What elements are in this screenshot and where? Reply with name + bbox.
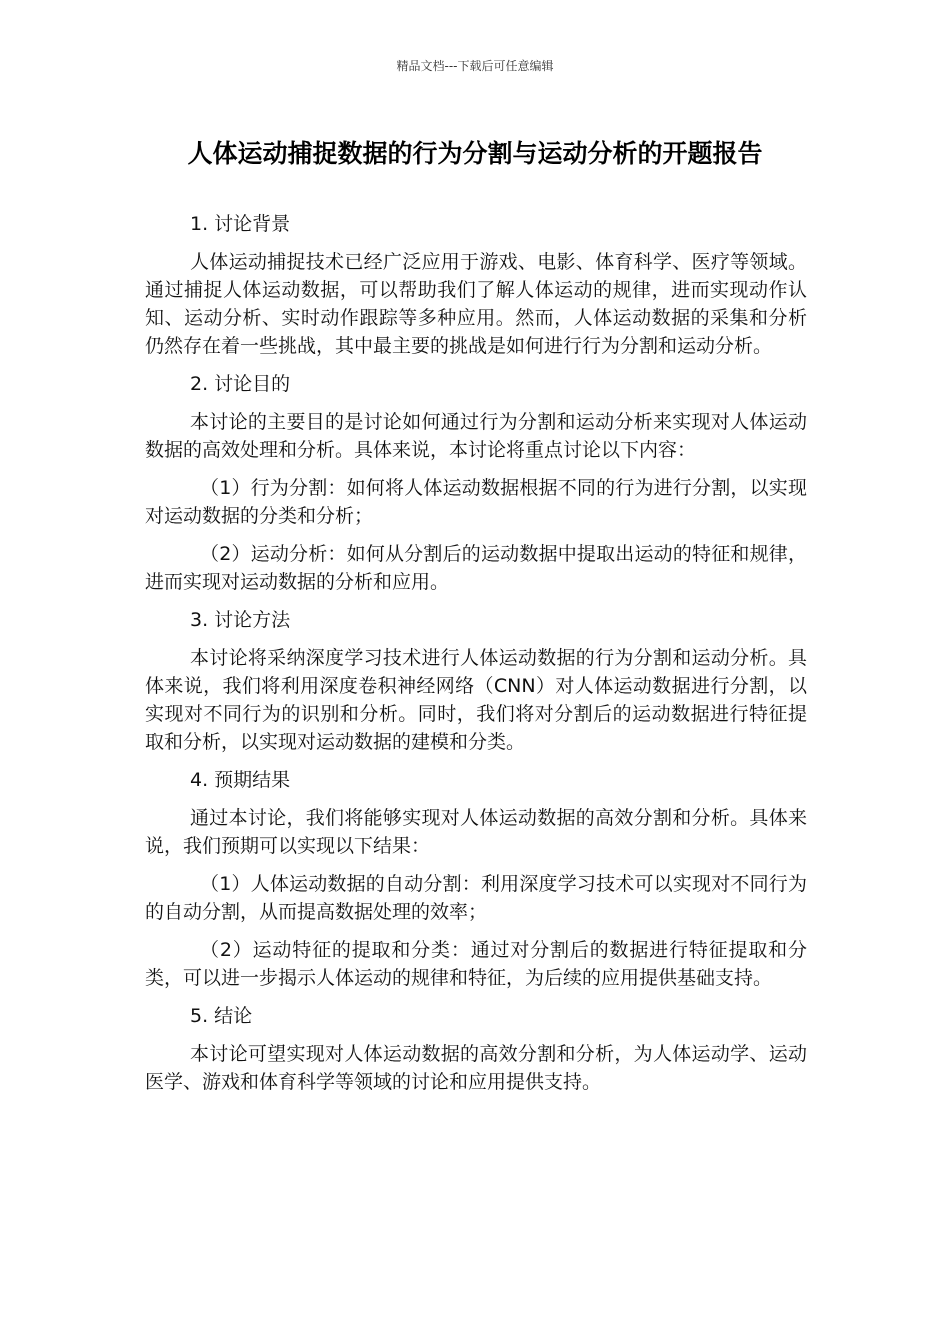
section-heading-expected-results: 4. 预期结果 [190, 769, 291, 791]
section-heading-background: 1. 讨论背景 [190, 213, 291, 235]
list-item: （2）运动特征的提取和分类：通过对分割后的数据进行特征提取和分类，可以进一步揭示人体运动的规律和特征，为后续的应用提供基础支持。 [145, 939, 807, 989]
section-paragraph: 本讨论可望实现对人体运动数据的高效分割和分析，为人体运动学、运动医学、游戏和体育科学等领域的讨论和应用提供支持。 [145, 1043, 807, 1093]
list-item: （1）行为分割：如何将人体运动数据根据不同的行为进行分割，以实现对运动数据的分类和分析； [145, 477, 807, 527]
section-paragraph: 本讨论将采纳深度学习技术进行人体运动数据的行为分割和运动分析。具体来说，我们将利用深度卷积神经网络（CNN）对人体运动数据进行分割，以实现对不同行为的识别和分析。同时，我们将对分割后的运动数据进行特征提取和分析，以实现对运动数据的建模和分类。 [145, 647, 807, 753]
section-heading-conclusion: 5. 结论 [190, 1005, 253, 1027]
document-body [145, 210, 807, 1106]
list-item: （2）运动分析：如何从分割后的运动数据中提取出运动的特征和规律，进而实现对运动数据的分析和应用。 [145, 543, 807, 593]
section-paragraph: 人体运动捕捉技术已经广泛应用于游戏、电影、体育科学、医疗等领域。通过捕捉人体运动数据，可以帮助我们了解人体运动的规律，进而实现动作认知、运动分析、实时动作跟踪等多种应用。然而，人体运动数据的采集和分析仍然存在着一些挑战，其中最主要的挑战是如何进行行为分割和运动分析。 [145, 251, 807, 357]
section-heading-method: 3. 讨论方法 [190, 609, 291, 631]
document-title: 人体运动捕捉数据的行为分割与运动分析的开题报告 [187, 139, 763, 168]
section-paragraph: 本讨论的主要目的是讨论如何通过行为分割和运动分析来实现对人体运动数据的高效处理和分析。具体来说，本讨论将重点讨论以下内容： [145, 411, 807, 461]
section-paragraph: 通过本讨论，我们将能够实现对人体运动数据的高效分割和分析。具体来说，我们预期可以实现以下结果： [145, 807, 807, 857]
running-header: 精品文档---下载后可任意编辑 [396, 59, 554, 73]
list-item: （1）人体运动数据的自动分割：利用深度学习技术可以实现对不同行为的自动分割，从而提高数据处理的效率； [145, 873, 807, 923]
section-heading-purpose: 2. 讨论目的 [190, 373, 291, 395]
